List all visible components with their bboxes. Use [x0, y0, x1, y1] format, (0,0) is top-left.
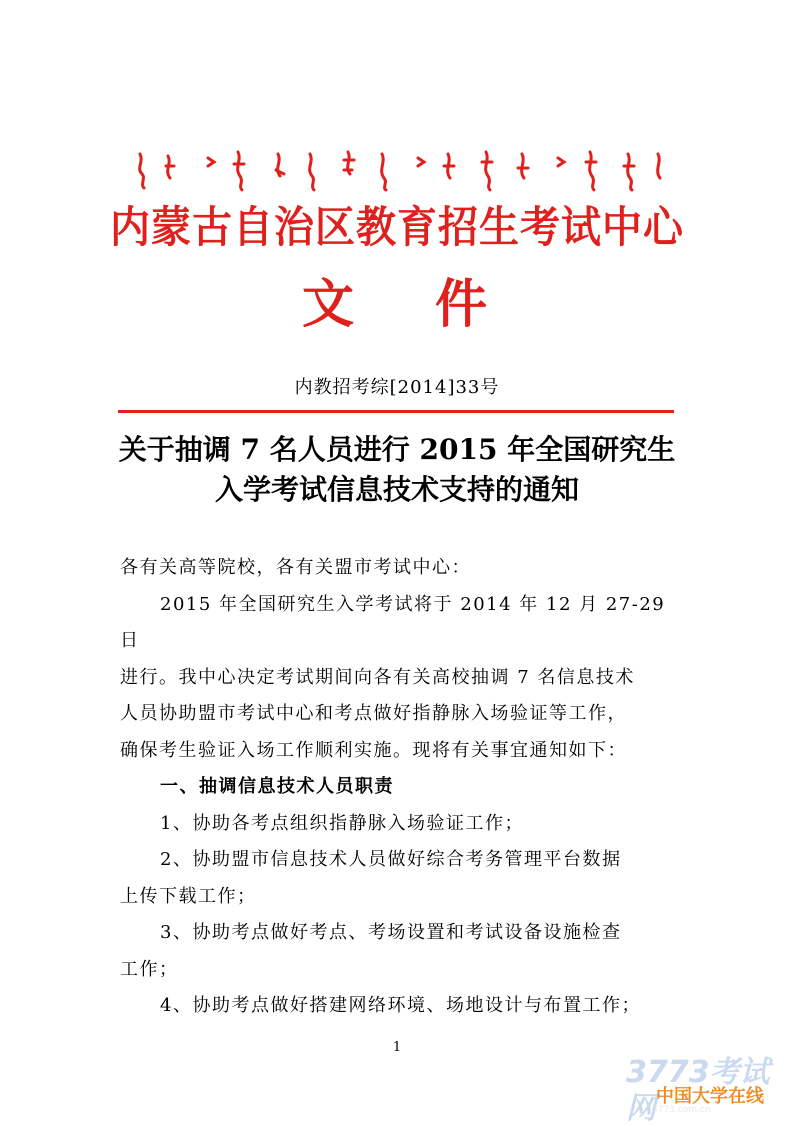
list-item-3-line-1: 3、协助考点做好考点、考场设置和考试设备设施检查	[160, 922, 622, 943]
mongolian-script-glyphs	[130, 148, 670, 192]
list-item-1: 1、协助各考点组织指静脉入场验证工作；	[160, 812, 524, 834]
watermark-url: 3773.com.cn	[652, 1105, 711, 1115]
notice-title-line-1: 关于抽调 7 名人员进行 2015 年全国研究生	[118, 433, 676, 466]
list-item-3-line-2: 工作；	[120, 958, 179, 980]
list-item-4: 4、协助考点做好搭建网络环境、场地设计与布置工作；	[160, 995, 641, 1016]
watermark-brand: 3773考试网	[626, 1055, 770, 1126]
watermark-subtitle: 中国大学在线	[656, 1086, 764, 1107]
site-watermark	[622, 1055, 787, 1126]
paragraph-1-line-1: 2015 年全国研究生入学考试将于 2014 年 12 月 27-29 日	[120, 593, 666, 651]
notice-title	[0, 430, 794, 510]
document-number: 内教招考综[2014]33号	[294, 377, 500, 398]
document-word-2: 件	[435, 275, 488, 335]
list-item-2-line-2: 上传下载工作；	[120, 885, 257, 907]
section-1-heading: 一、抽调信息技术人员职责	[160, 776, 394, 797]
mongolian-script-header	[130, 148, 670, 192]
paragraph-1-line-4: 确保考生验证入场工作顺利实施。现将有关事宜通知如下：	[120, 739, 627, 761]
salutation: 各有关高等院校，各有关盟市考试中心：	[120, 557, 471, 578]
document-word-1: 文	[302, 275, 355, 335]
paragraph-1-line-2: 进行。我中心决定考试期间向各有关高校抽调 7 名信息技术	[120, 666, 635, 688]
red-divider-line	[118, 410, 674, 413]
notice-title-line-2: 入学考试信息技术支持的通知	[214, 473, 579, 506]
page-number: 1	[392, 1040, 402, 1055]
notice-body	[120, 550, 680, 1025]
list-item-2-line-1: 2、协助盟市信息技术人员做好综合考务管理平台数据	[160, 849, 622, 870]
issuing-organization-name: 内蒙古自治区教育招生考试中心	[110, 203, 684, 253]
paragraph-1-line-3: 人员协助盟市考试中心和考点做好指静脉入场验证等工作，	[120, 703, 627, 724]
